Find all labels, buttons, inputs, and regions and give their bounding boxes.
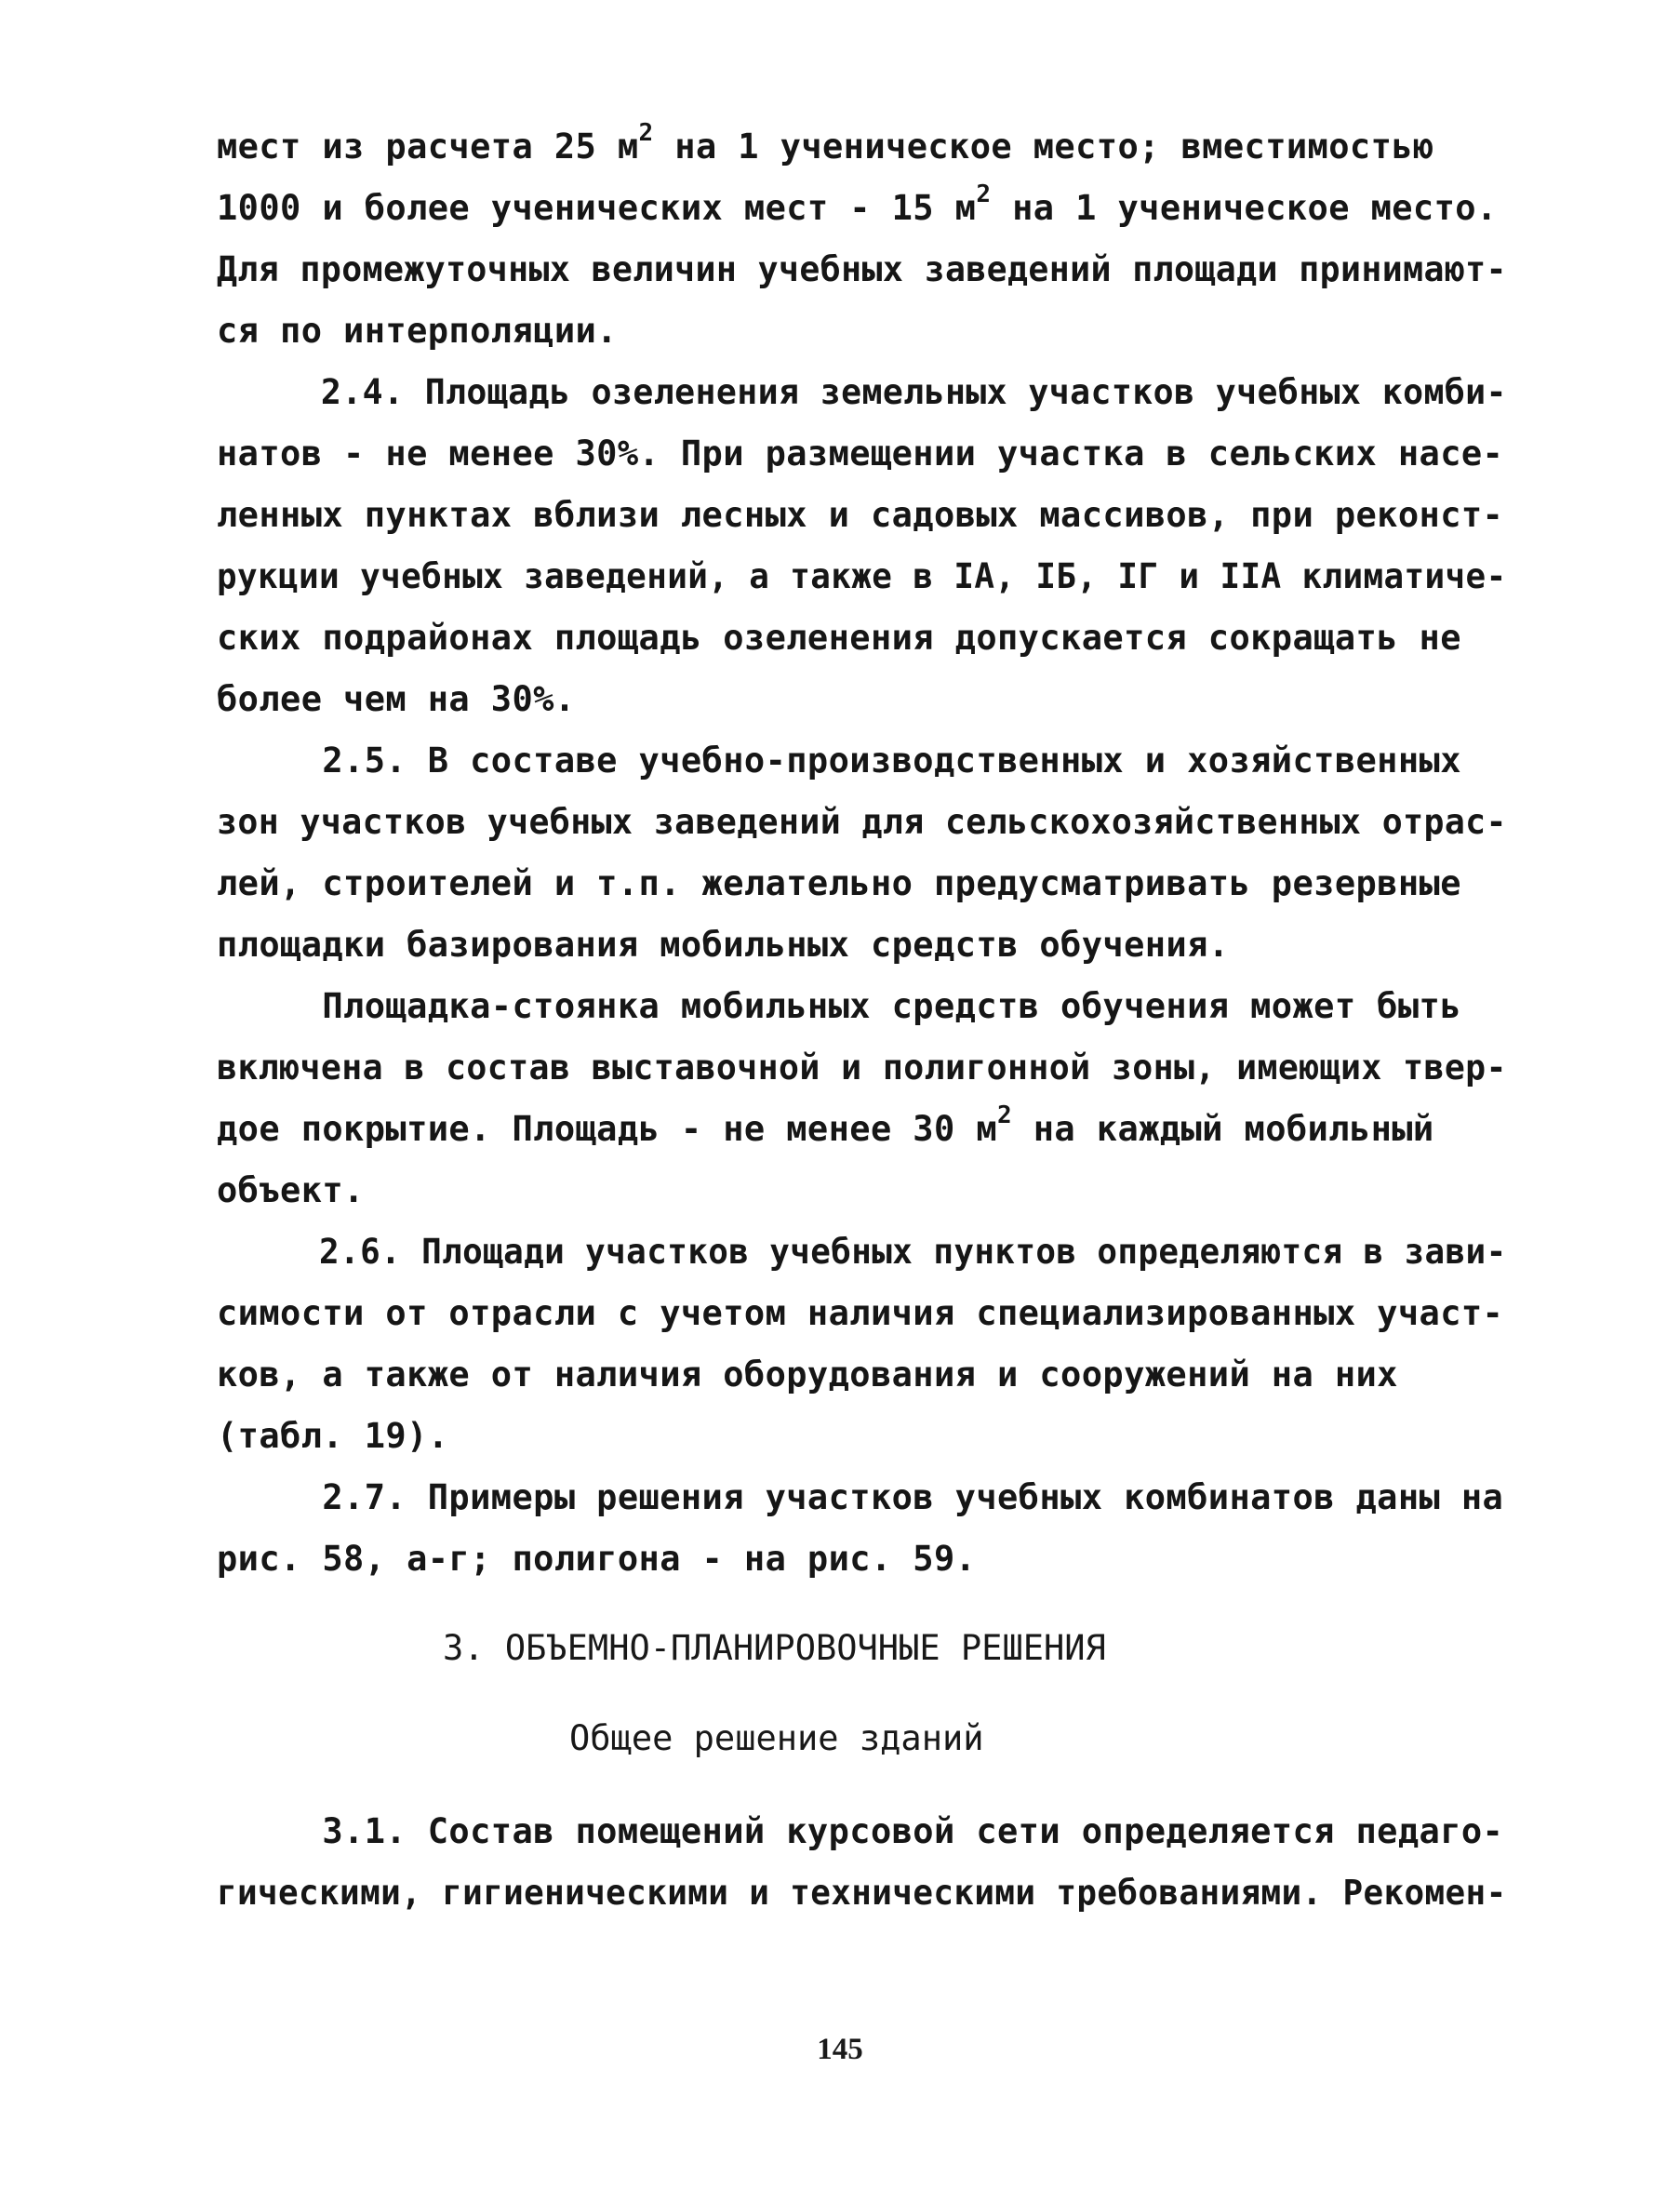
text-line: лей, строителей и т.п. желательно предусматривать резервные xyxy=(217,863,1461,903)
text-line: ся по интерполяции. xyxy=(217,311,618,351)
section-heading: 3. ОБЪЕМНО-ПЛАНИРОВОЧНЫЕ РЕШЕНИЯ xyxy=(443,1628,1106,1668)
subheading: Общее решение зданий xyxy=(569,1718,984,1758)
text-line: объект. xyxy=(217,1170,365,1210)
text-line: натов - не менее 30%. При размещении участка в сельских насе- xyxy=(217,434,1504,474)
text-line: 1000 и более ученических мест - 15 $м^2$ на 1 ученическое место. xyxy=(217,180,1498,228)
text-line: 2.4. Площадь озеленения земельных участков учебных комби- xyxy=(217,372,1507,412)
page-number: 145 xyxy=(817,2033,863,2066)
text-line: 2.6. Площади участков учебных пунктов определяются в зави- xyxy=(217,1232,1507,1272)
text-line: более чем на 30%. xyxy=(217,679,576,719)
text-line: симости от отрасли с учетом наличия специализированных участ- xyxy=(217,1293,1504,1333)
text-line: ков, а также от наличия оборудования и сооружений на них xyxy=(217,1355,1398,1395)
text-line: 3.1. Состав помещений курсовой сети определяется педаго- xyxy=(217,1811,1504,1851)
text-line: зон участков учебных заведений для сельскохозяйственных отрас- xyxy=(217,802,1507,842)
text-line: включена в состав выставочной и полигонной зоны, имеющих твер- xyxy=(217,1048,1507,1088)
text-line: гическими, гигиеническими и техническими требованиями. Рекомен- xyxy=(217,1873,1507,1913)
text-line: 2.7. Примеры решения участков учебных комбинатов даны на xyxy=(217,1477,1504,1517)
text-line: Для промежуточных величин учебных заведений площади принимают- xyxy=(217,249,1507,289)
text-line: ских подрайонах площадь озеленения допускается сокращать не xyxy=(217,618,1461,658)
text-line: площадки базирования мобильных средств обучения. xyxy=(217,925,1230,965)
text-line: рукции учебных заведений, а также в IA, IБ, IГ и IIA климатиче- xyxy=(217,556,1507,596)
text-line: рис. 58, а-г; полигона - на рис. 59. xyxy=(217,1539,977,1579)
text-line: дое покрытие. Площадь - не менее 30 $м^2$ на каждый мобильный xyxy=(217,1101,1434,1149)
text-line: Площадка-стоянка мобильных средств обучения может быть xyxy=(217,986,1461,1026)
text-line: (табл. 19). xyxy=(217,1416,449,1456)
text-line: ленных пунктах вблизи лесных и садовых массивов, при реконст- xyxy=(217,495,1504,535)
text-line: 2.5. В составе учебно-производственных и хозяйственных xyxy=(217,741,1461,781)
text-line: мест из расчета 25 $м^2$ на 1 ученическое место; вместимостью xyxy=(217,118,1434,167)
